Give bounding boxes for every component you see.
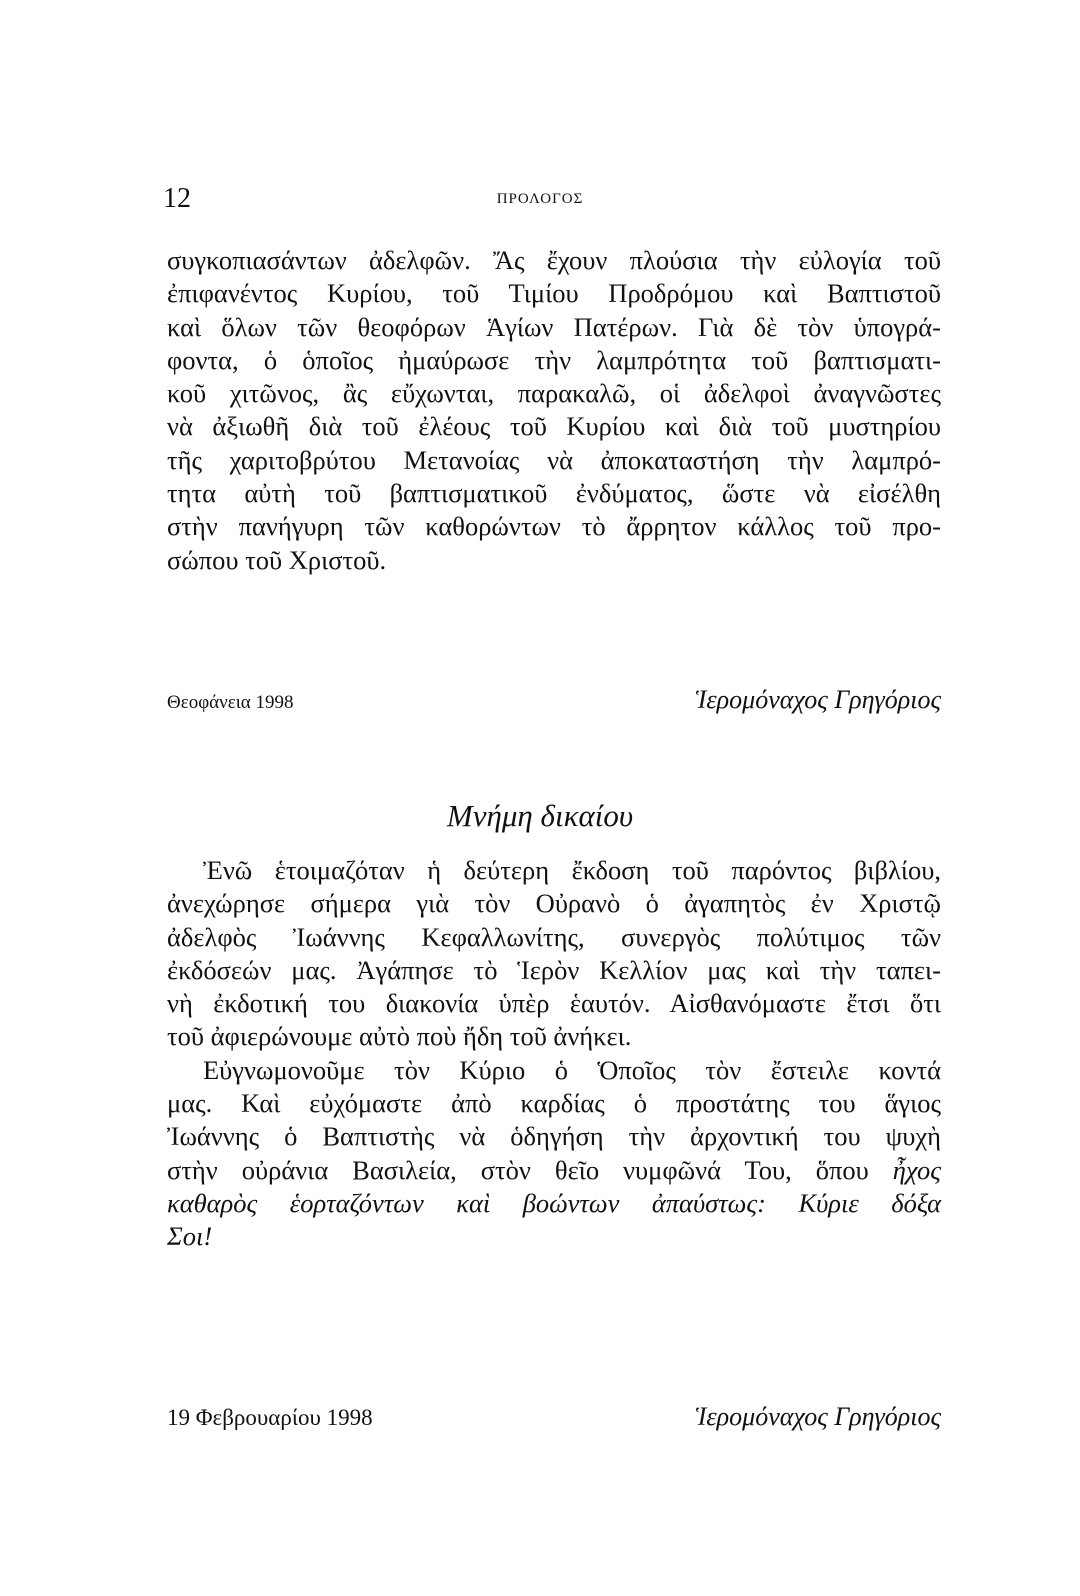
text-line: σώπου τοῦ Χριστοῦ. (167, 544, 387, 575)
text-line: νὴ ἐκδοτική του διακονία ὑπὲρ ἑαυτόν. Αἰσθανόμαστε ἔτσι ὅτι (167, 988, 941, 1019)
prologue-signoff (167, 685, 941, 715)
text-line: τοῦ ἀφιερώνουμε αὐτὸ ποὺ ἤδη τοῦ ἀνήκει. (167, 1021, 632, 1052)
text-line: Εὐγνωμονοῦμε τὸν Κύριο ὁ Ὁποῖος τὸν ἔστειλε κοντά (203, 1054, 941, 1085)
text-line: καθαρὸς ἑορταζόντων καὶ βοώντων ἀπαύστως: Κύριε δόξα (167, 1187, 941, 1218)
prologue-date: Θεοφάνεια 1998 (167, 692, 294, 713)
prologue-text (167, 244, 941, 577)
text-line: τητα αὐτὴ τοῦ βαπτισματικοῦ ἐνδύματος, ὥστε νὰ εἰσέλθη (167, 478, 941, 509)
text-line: στὴν πανήγυρη τῶν καθορώντων τὸ ἄρρητον κάλλος τοῦ προ- (167, 511, 941, 542)
text-line: Σοι! (167, 1221, 213, 1252)
text-line: ἀνεχώρησε σήμερα γιὰ τὸν Οὐρανὸ ὁ ἀγαπητὸς ἐν Χριστῷ (167, 888, 941, 919)
text-line: νὰ ἀξιωθῆ διὰ τοῦ ἐλέους τοῦ Κυρίου καὶ διὰ τοῦ μυστηρίου (167, 411, 941, 442)
text-line: Ἐνῶ ἑτοιμαζόταν ἡ δεύτερη ἔκδοση τοῦ παρόντος βιβλίου, (203, 855, 941, 885)
text-line: τῆς χαριτοβρύτου Μετανοίας νὰ ἀποκαταστήση τὴν λαμπρό- (167, 444, 941, 475)
memorial-signoff (167, 1402, 941, 1432)
text-line: ἀδελφὸς Ἰωάννης Κεφαλλωνίτης, συνεργὸς πολύτιμος τῶν (167, 921, 941, 952)
text-line: μας. Καὶ εὐχόμαστε ἀπὸ καρδίας ὁ προστάτης του ἅγιος (167, 1088, 941, 1119)
memorial-signature: Ἱερομόναχος Γρηγόριος (695, 1402, 941, 1431)
text-line: συγκοπιασάντων ἀδελφῶν. Ἄς ἔχουν πλούσια τὴν εὐλογία τοῦ (167, 245, 941, 275)
text-line: ἐπιφανέντος Κυρίου, τοῦ Τιμίου Προδρόμου καὶ Βαπτιστοῦ (167, 278, 941, 309)
running-head: ΠΡΟΛΟΓΟΣ (496, 191, 584, 207)
text-line: φοντα, ὁ ὁποῖος ἠμαύρωσε τὴν λαμπρότητα τοῦ βαπτισματι- (167, 344, 941, 375)
memorial-text (167, 854, 941, 1254)
text-segment: στὴν οὐράνια Βασιλεία, στὸν θεῖο νυμφῶνά Του, ὅπου (167, 1154, 869, 1185)
text-line: καὶ ὅλων τῶν θεοφόρων Ἁγίων Πατέρων. Γιὰ δὲ τὸν ὑπογρά- (167, 311, 941, 342)
text-line: ἐκδόσεών μας. Ἀγάπησε τὸ Ἱερὸν Κελλίον μας καὶ τὴν ταπει- (167, 954, 941, 985)
page-number: 12 (163, 183, 191, 214)
prologue-signature: Ἱερομόναχος Γρηγόριος (695, 685, 941, 714)
section-title: Μνήμη δικαίου (446, 798, 634, 833)
text-line: κοῦ χιτῶνος, ἂς εὔχωνται, παρακαλῶ, οἱ ἀδελφοὶ ἀναγνῶστες (167, 378, 941, 409)
text-line: Ἰωάννης ὁ Βαπτιστὴς νὰ ὁδηγήση τὴν ἀρχοντική του ψυχὴ (167, 1121, 941, 1152)
italic-segment: ἦχος (892, 1154, 942, 1185)
text-line (167, 1154, 941, 1187)
memorial-date: 19 Φεβρουαρίου 1998 (167, 1405, 373, 1430)
